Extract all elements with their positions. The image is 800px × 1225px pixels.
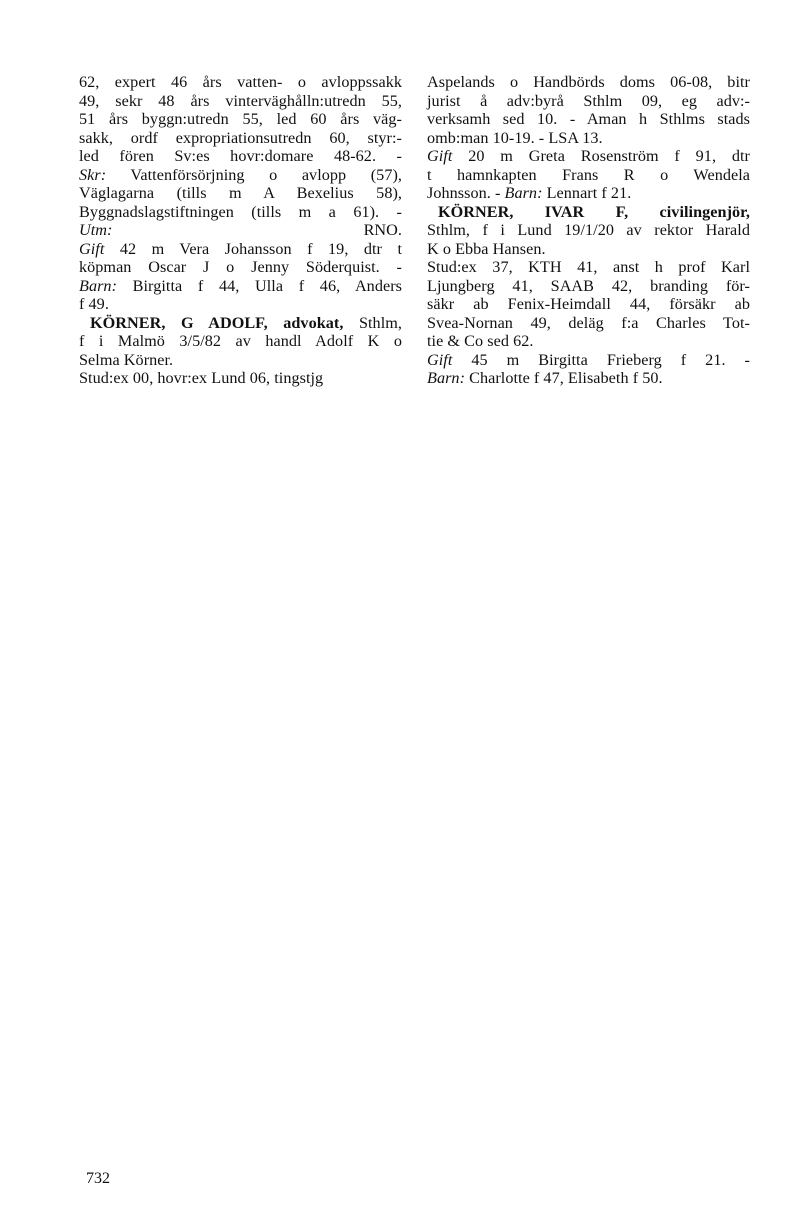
text-line [427, 277, 750, 296]
text-segment: Birgitta f 44, Ulla f 46, Anders [117, 276, 402, 295]
text-segment: RNO. [112, 221, 402, 239]
text-segment: led fören Sv:es hovr:domare 48-62. - [79, 147, 402, 165]
text-segment: Sthlm, f i Lund 19/1/20 av rektor Harald [427, 221, 750, 239]
text-line [79, 369, 402, 388]
field-label: Barn: [427, 369, 466, 387]
text-line [427, 351, 750, 370]
text-segment: Svea-Nornan 49, deläg f:a Charles Tot- [427, 313, 750, 332]
text-segment: Lennart f 21. [542, 184, 632, 202]
text-line [427, 221, 750, 240]
text-line [79, 203, 402, 222]
entry-heading: KÖRNER, G ADOLF, advokat, [90, 313, 344, 332]
field-label: Gift [79, 239, 105, 258]
text-line [427, 184, 750, 203]
right-text-column [427, 73, 750, 388]
text-line [79, 221, 402, 240]
text-segment: verksamh sed 10. - Aman h Sthlms stads [427, 110, 750, 128]
text-segment: Stud:ex 37, KTH 41, anst h prof Karl [427, 258, 750, 276]
text-segment: f i Malmö 3/5/82 av handl Adolf K o [79, 332, 402, 350]
text-segment: 49, sekr 48 års vinterväghålln:utredn 55, [79, 91, 402, 110]
field-label: Utm: [79, 221, 113, 239]
text-line [427, 110, 750, 129]
text-line [79, 332, 402, 351]
text-segment: Byggnadslagstiftningen (tills m a 61). - [79, 202, 402, 221]
text-segment: 45 m Birgitta Frieberg f 21. - [452, 350, 750, 369]
text-line [79, 166, 402, 185]
field-label: Skr: [79, 165, 107, 184]
text-segment: t hamnkapten Frans R o Wendela [427, 165, 750, 184]
text-line [427, 73, 750, 92]
text-line [427, 147, 750, 166]
text-segment: 42 m Vera Johansson f 19, dtr t [104, 239, 402, 258]
text-line [427, 314, 750, 333]
text-line [427, 203, 750, 222]
text-line [427, 166, 750, 185]
page-number: 732 [86, 1170, 110, 1187]
text-segment: omb:man 10-19. - LSA 13. [427, 128, 603, 147]
text-line [427, 92, 750, 111]
field-label: Gift [427, 350, 453, 369]
text-segment: f 49. [79, 295, 109, 313]
text-segment: jurist å adv:byrå Sthlm 09, eg adv:- [427, 91, 750, 110]
text-line [427, 258, 750, 277]
text-line [79, 147, 402, 166]
text-segment: Johnsson. - [427, 184, 505, 202]
text-segment: K o Ebba Hansen. [427, 239, 546, 258]
text-line [79, 184, 402, 203]
text-line [427, 369, 750, 388]
text-line [79, 240, 402, 259]
field-label: Gift [427, 147, 453, 165]
text-line [79, 73, 402, 92]
text-line [79, 110, 402, 129]
entry-heading: KÖRNER, IVAR F, civilingenjör, [438, 202, 750, 221]
text-segment: tie & Co sed 62. [427, 332, 534, 350]
text-line [427, 332, 750, 351]
text-segment: säkr ab Fenix-Heimdall 44, försäkr ab [427, 295, 750, 313]
text-segment: Sthlm, [343, 313, 402, 332]
text-line [79, 351, 402, 370]
text-line [79, 314, 402, 333]
text-line [427, 240, 750, 259]
text-line [79, 129, 402, 148]
text-line [427, 295, 750, 314]
text-segment: Väglagarna (tills m A Bexelius 58), [79, 184, 402, 202]
text-segment: sakk, ordf expropriationsutredn 60, styr:- [79, 128, 402, 147]
text-line [79, 295, 402, 314]
left-text-column [79, 73, 402, 388]
text-segment: Vattenförsörjning o avlopp (57), [106, 165, 402, 184]
text-segment: 20 m Greta Rosenström f 91, dtr [452, 147, 750, 165]
field-label: Barn: [504, 184, 543, 202]
text-segment: köpman Oscar J o Jenny Söderquist. - [79, 258, 402, 276]
text-segment: Aspelands o Handbörds doms 06-08, bitr [427, 73, 750, 91]
text-line [79, 258, 402, 277]
text-segment: Stud:ex 00, hovr:ex Lund 06, tingstjg [79, 369, 324, 387]
text-segment: Charlotte f 47, Elisabeth f 50. [465, 369, 663, 387]
text-line [79, 277, 402, 296]
field-label: Barn: [79, 276, 118, 295]
text-segment: Selma Körner. [79, 350, 174, 369]
text-segment: 51 års byggn:utredn 55, led 60 års väg- [79, 110, 402, 128]
text-segment: 62, expert 46 års vatten- o avloppssakk [79, 73, 402, 91]
text-segment: Ljungberg 41, SAAB 42, branding för- [427, 276, 750, 295]
text-line [427, 129, 750, 148]
text-line [79, 92, 402, 111]
